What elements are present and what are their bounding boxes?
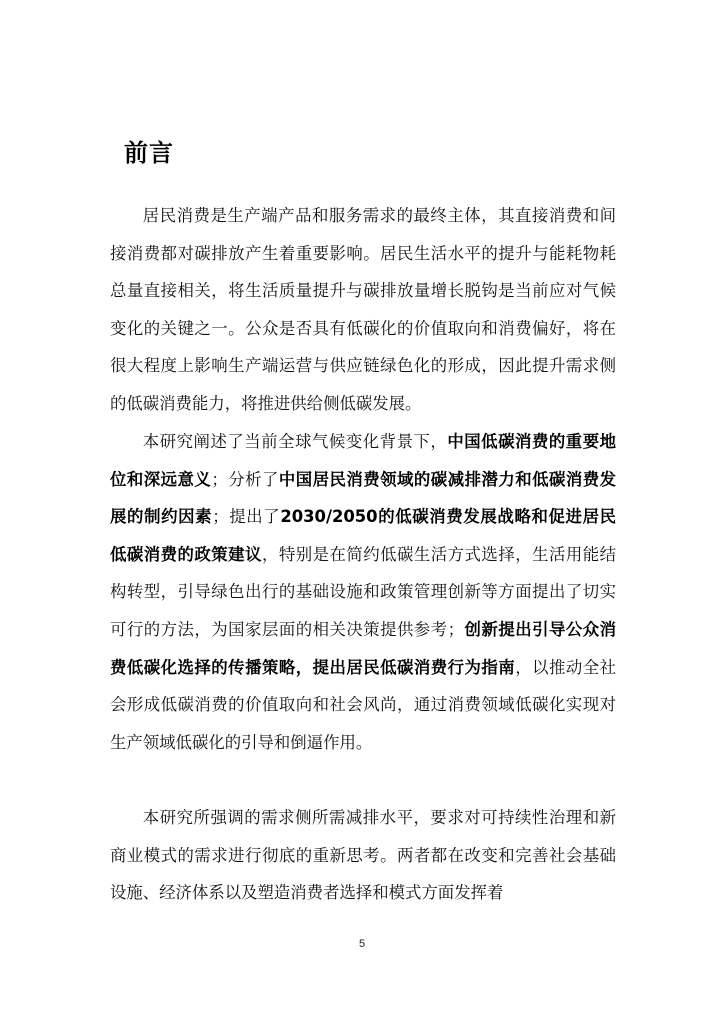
bold-phrase: 中国低碳消费的重要地位和深远意义 [110,432,617,489]
bold-phrase: 中国居民消费领域的碳减排潜力和低碳消费发展的制约因素 [110,469,617,527]
section-heading: 前言 [124,139,174,167]
paragraph-demand-side: 本研究所强调的需求侧所需减排水平，要求对可持续性治理和新商业模式的需求进行彻底的重新思考。两者都在改变和完善社会基础设施、经济体系以及塑造消费者选择和模式方面发挥着 [110,808,616,903]
text-run: ，以推动全社会形成低碳消费的价值取向和社会风尚，通过消费领域低碳化实现对生产领域低碳化的引导和倒逼作用。 [110,657,617,752]
text-run: ，特别是在简约低碳生活方式选择，生活用能结构转型，引导绿色出行的基础设施和政策管理创新等方面提出了切实可行的方法，为国家层面的相关决策提供参考； [110,544,617,639]
paragraph-intro: 居民消费是生产端产品和服务需求的最终主体，其直接消费和间接消费都对碳排放产生着重要影响。居民生活水平的提升与能耗物耗总量直接相关，将生活质量提升与碳排放量增长脱钩是当前应对气候变化的关键之一。公众是否具有低碳化的价值取向和消费偏好，将在很大程度上影响生产端运营与供应链绿色化的形成，因此提升需求侧的低碳消费能力，将推进供给侧低碳发展。 [110,206,616,413]
bold-phrase: 创新提出引导公众消费低碳化选择的传播策略，提出居民低碳消费行为指南 [110,619,617,677]
page-number: 5 [358,938,366,950]
text-run: 本研究阐述了当前全球气候变化背景下， [142,432,448,451]
bold-phrase: 2030/2050的低碳消费发展战略和促进居民低碳消费的政策建议 [110,507,617,564]
text-run: ；提出了 [212,507,281,527]
paragraph-research-summary [110,423,616,761]
text-run: ；分析了 [211,469,279,489]
